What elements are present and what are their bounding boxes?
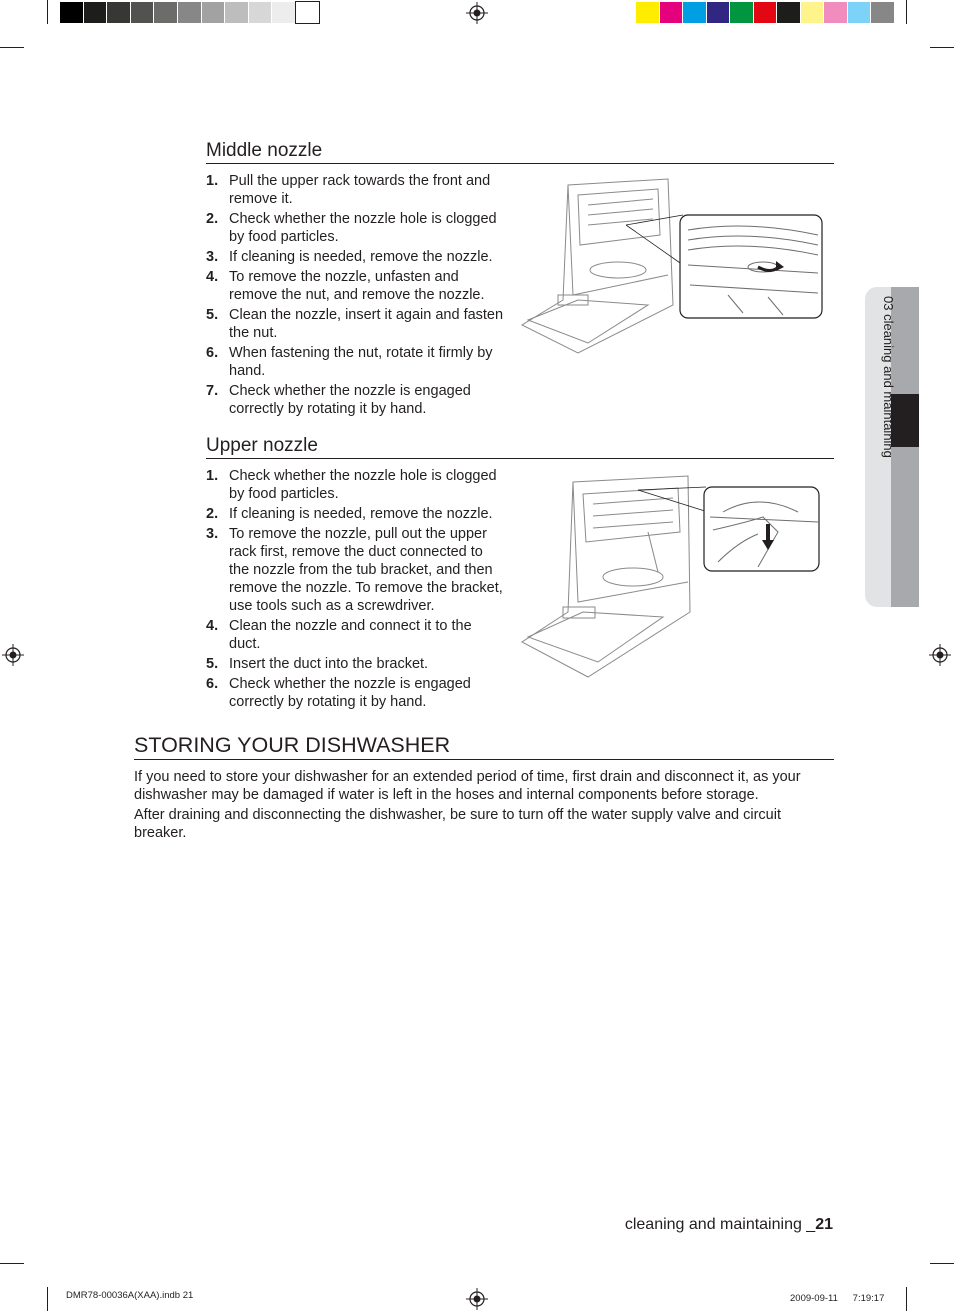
color-swatch (801, 2, 824, 23)
step-item (206, 617, 506, 653)
step-item (206, 382, 506, 418)
middle-nozzle-steps (206, 172, 506, 420)
step-item (206, 675, 506, 711)
crop-mark (930, 47, 954, 48)
crop-mark (930, 1263, 954, 1264)
color-swatch (660, 2, 683, 23)
color-swatch (707, 2, 730, 23)
color-swatch (871, 2, 894, 23)
crop-mark (906, 0, 907, 24)
step-text: Clean the nozzle and connect it to the duct. (229, 618, 472, 652)
step-text: If cleaning is needed, remove the nozzle. (229, 506, 493, 522)
step-item (206, 248, 506, 266)
slug-datetime: 2009-09-11 7:19:17 (790, 1293, 885, 1304)
upper-nozzle-heading: Upper nozzle (206, 435, 834, 459)
step-item (206, 655, 506, 673)
step-text: Pull the upper rack towards the front and remove it. (229, 173, 491, 207)
step-number: 3. (206, 526, 219, 542)
step-text: If cleaning is needed, remove the nozzle. (229, 249, 493, 265)
step-text: When fastening the nut, rotate it firmly by hand. (229, 345, 493, 379)
step-number: 7. (206, 383, 219, 399)
step-text: Check whether the nozzle hole is clogged by food particles. (229, 468, 497, 502)
color-swatch (777, 2, 800, 23)
registration-mark-icon (466, 2, 488, 24)
step-item (206, 467, 506, 503)
color-swatch (730, 2, 753, 23)
page-footer (625, 1216, 833, 1234)
page-number: 21 (815, 1216, 833, 1233)
step-item (206, 172, 506, 208)
color-swatch (824, 2, 847, 23)
step-number: 3. (206, 249, 219, 265)
middle-nozzle-illustration (518, 175, 833, 355)
step-number: 6. (206, 676, 219, 692)
storing-paragraph: If you need to store your dishwasher for an extended period of time, first drain and disconnect it, as your dishwasher may be damaged if water is left in the hoses and internal components before storage. (134, 769, 801, 803)
step-text: Check whether the nozzle hole is clogged by food particles. (229, 211, 497, 245)
step-text: Insert the duct into the bracket. (229, 656, 429, 672)
color-swatch (202, 2, 225, 23)
color-swatch (178, 2, 201, 23)
chapter-tab-label: 03 cleaning and maintaining (881, 296, 896, 458)
crop-mark (47, 1287, 48, 1311)
step-text: To remove the nozzle, unfasten and remove the nut, and remove the nozzle. (229, 269, 485, 303)
step-item (206, 344, 506, 380)
step-number: 6. (206, 345, 219, 361)
step-number: 5. (206, 656, 219, 672)
registration-mark-icon (2, 644, 24, 666)
middle-nozzle-heading: Middle nozzle (206, 140, 834, 164)
step-item (206, 268, 506, 304)
upper-nozzle-illustration (518, 472, 823, 680)
registration-mark-icon (466, 1288, 488, 1310)
step-number: 4. (206, 269, 219, 285)
crop-mark (47, 0, 48, 24)
step-item (206, 306, 506, 342)
step-text: Check whether the nozzle is engaged correctly by rotating it by hand. (229, 383, 471, 417)
step-text: To remove the nozzle, pull out the upper rack first, remove the duct connected to the nozzle from the tub bracket, and then remove the nozzle. To remove the bracket, use tools such as a screwdriver. (229, 526, 503, 614)
color-swatch (131, 2, 154, 23)
color-swatch (296, 2, 319, 23)
color-swatch (154, 2, 177, 23)
color-swatch (225, 2, 248, 23)
crop-mark (0, 47, 24, 48)
step-text: Clean the nozzle, insert it again and fasten the nut. (229, 307, 504, 341)
storing-heading: STORING YOUR DISHWASHER (134, 733, 834, 760)
color-swatch (107, 2, 130, 23)
color-swatch (683, 2, 706, 23)
step-number: 4. (206, 618, 219, 634)
step-number: 5. (206, 307, 219, 323)
step-text: Check whether the nozzle is engaged correctly by rotating it by hand. (229, 676, 471, 710)
crop-mark (0, 1263, 24, 1264)
color-swatch (272, 2, 295, 23)
step-number: 1. (206, 173, 219, 189)
step-item (206, 505, 506, 523)
slug-file: DMR78-00036A(XAA).indb 21 (66, 1290, 194, 1301)
registration-mark-icon (929, 644, 951, 666)
color-swatch (848, 2, 871, 23)
color-swatch (636, 2, 659, 23)
step-item (206, 210, 506, 246)
step-item (206, 525, 506, 615)
color-swatch (60, 2, 83, 23)
color-swatch (84, 2, 107, 23)
step-number: 1. (206, 468, 219, 484)
color-swatch (249, 2, 272, 23)
crop-mark (906, 1287, 907, 1311)
storing-paragraph: After draining and disconnecting the dishwasher, be sure to turn off the water supply valve and circuit breaker. (134, 807, 781, 841)
footer-section: cleaning and maintaining _ (624, 1216, 816, 1233)
step-number: 2. (206, 211, 219, 227)
step-number: 2. (206, 506, 219, 522)
color-swatch (754, 2, 777, 23)
upper-nozzle-steps (206, 467, 506, 713)
